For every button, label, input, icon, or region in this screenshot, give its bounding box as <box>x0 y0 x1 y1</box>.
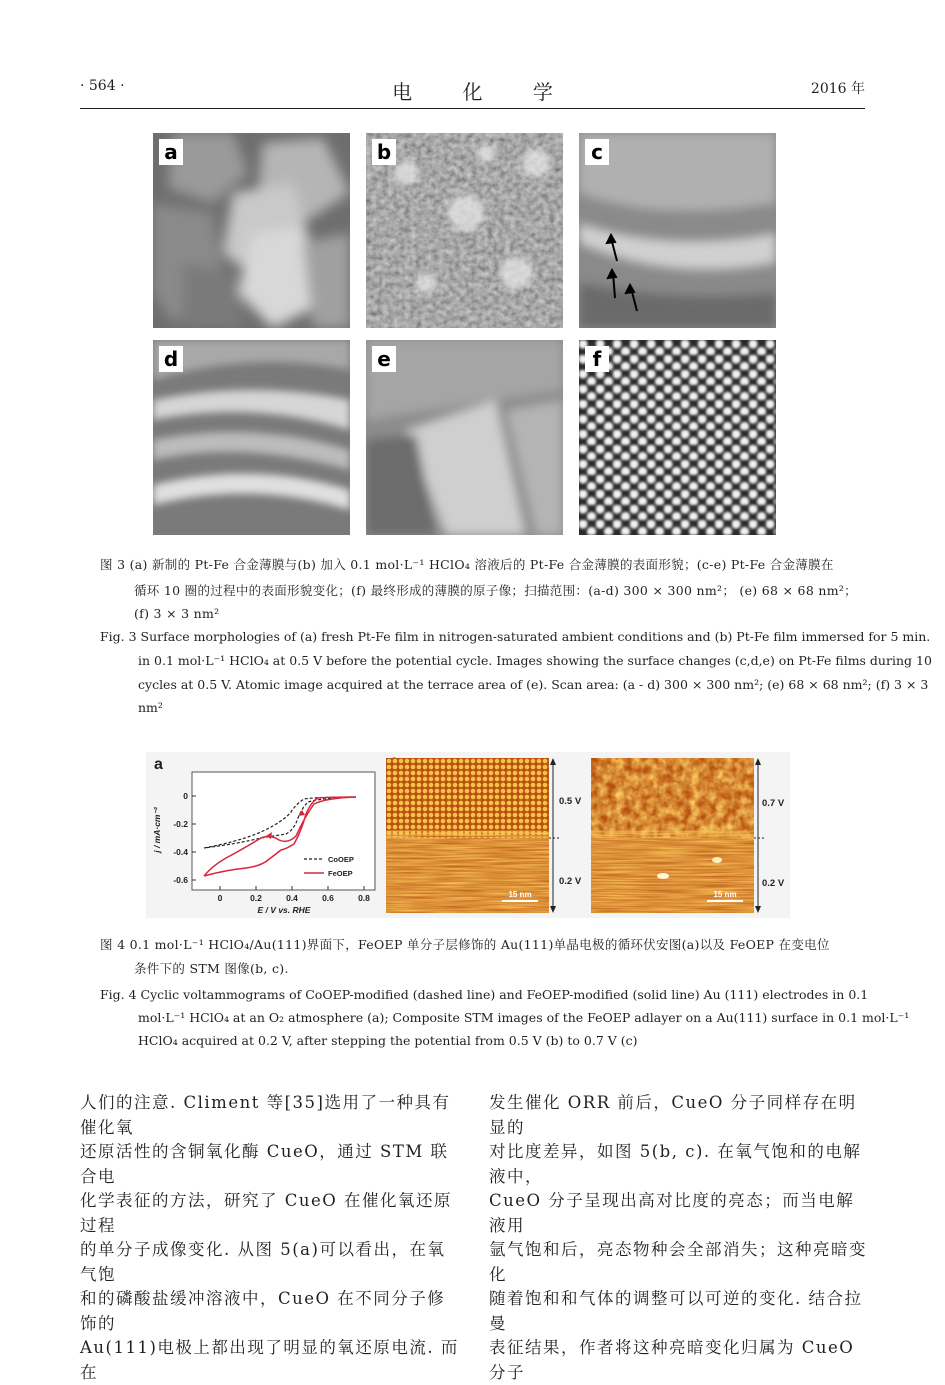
fig3-label-e: e <box>372 346 396 372</box>
y-axis-label: j / mA·cm⁻² <box>152 807 162 853</box>
x-tick-2: 0.4 <box>286 893 298 903</box>
legend-feoep: FeOEP <box>328 869 353 878</box>
body-left-line: 的单分子成像变化. 从图 5(a)可以看出，在氧气饱 <box>80 1240 446 1284</box>
fig3-caption-en-2: in 0.1 mol·L⁻¹ HClO₄ at 0.5 V before the potential cycle. Images showing the surface changes (c,d,e) on Pt-Fe films during 10 <box>138 653 932 668</box>
header-rule <box>80 108 865 109</box>
voltage-c-bottom: 0.2 V <box>762 878 785 889</box>
stm-image-c <box>591 758 754 913</box>
fig3-caption-en-3: cycles at 0.5 V. Atomic image acquired at the terrace area of (e). Scan area: (a - d) 300 × 300 nm²; (e) 68 × 68 nm²; (f) 3 × 3 <box>138 677 929 692</box>
y-tick-1: -0.2 <box>173 819 188 829</box>
year: 2016 年 <box>810 81 865 97</box>
y-tick-0: 0 <box>183 791 188 801</box>
voltage-axis-c <box>754 758 790 913</box>
body-right-line: 随着饱和和气体的调整可以可逆的变化. 结合拉曼 <box>489 1289 863 1333</box>
body-left-line: 人们的注意. Climent 等[35]选用了一种具有催化氧 <box>80 1093 451 1137</box>
voltage-axis-b <box>549 758 589 913</box>
voltage-c-top: 0.7 V <box>762 798 785 809</box>
fig4-caption-en-3: HClO₄ acquired at 0.2 V, after stepping the potential from 0.5 V (b) to 0.7 V (c) <box>138 1033 638 1048</box>
fig3-label-d: d <box>159 346 183 372</box>
fig4-caption-zh-2: 条件下的 STM 图像(b, c). <box>134 961 289 976</box>
fig3-caption-zh-3: (f) 3 × 3 nm² <box>134 606 220 621</box>
fig4-label-a: a <box>154 756 163 773</box>
fig3-caption-zh-1: 图 3 (a) 新制的 Pt-Fe 合金薄膜与(b) 加入 0.1 mol·L⁻¹ HClO₄ 溶液后的 Pt-Fe 合金薄膜的表面形貌；(c-e) Pt-Fe 合金薄膜在 <box>100 557 834 572</box>
fig3-panel-f <box>579 340 776 535</box>
body-right-line: 对比度差异，如图 5(b, c). 在氧气饱和的电解液中， <box>489 1142 862 1186</box>
fig3-caption-en-4: nm² <box>138 700 163 715</box>
body-right-line: CueO 分子呈现出高对比度的亮态；而当电解液用 <box>489 1191 855 1235</box>
fig4-caption-en-2: mol·L⁻¹ HClO₄ at an O₂ atmosphere (a); Composite STM images of the FeOEP adlayer on a Au(111) surface in 0.1 mol·L⁻¹ <box>138 1010 910 1025</box>
legend-cooep: CoOEP <box>328 855 354 864</box>
body-right-line: 发生催化 ORR 前后，CueO 分子同样存在明显的 <box>489 1093 857 1137</box>
body-right-line: 氩气饱和后，亮态物种会全部消失；这种亮暗变化 <box>489 1240 867 1284</box>
fig3-panel-b <box>366 133 563 328</box>
voltage-b-top: 0.5 V <box>559 796 582 807</box>
fig3-label-f: f <box>585 346 609 372</box>
scale-bar-b <box>502 900 538 902</box>
fig3-panel-d <box>153 340 350 535</box>
voltage-b-bottom: 0.2 V <box>559 876 582 887</box>
page-number: · 564 · <box>80 78 125 94</box>
cv-plot <box>146 752 381 918</box>
scale-bar-c <box>707 900 743 902</box>
x-tick-0: 0 <box>217 893 223 903</box>
x-tick-4: 0.8 <box>358 893 370 903</box>
body-right-line: 表征结果，作者将这种亮暗变化归属为 CueO 分子 <box>489 1338 855 1382</box>
body-left-line: 和的磷酸盐缓冲溶液中，CueO 在不同分子修饰的 <box>80 1289 446 1333</box>
fig3-caption-en-1: Fig. 3 Surface morphologies of (a) fresh Pt-Fe film in nitrogen-saturated ambient conditions and (b) Pt-Fe film immersed for 5 min. <box>100 629 931 644</box>
fig3-label-a: a <box>159 139 183 165</box>
fig3-label-c: c <box>585 139 609 165</box>
fig3-panel-e <box>366 340 563 535</box>
fig3-panel-a <box>153 133 350 328</box>
body-left-line: 还原活性的含铜氧化酶 CueO，通过 STM 联合电 <box>80 1142 449 1186</box>
scale-label-c: 15 nm <box>713 890 737 899</box>
fig3-panel-c <box>579 133 776 328</box>
y-tick-3: -0.6 <box>173 875 188 885</box>
x-tick-1: 0.2 <box>250 893 262 903</box>
fig3-caption-zh-2: 循环 10 圈的过程中的表面形貌变化；(f) 最终形成的薄膜的原子像；扫描范围：(a-d) 300 × 300 nm²； (e) 68 × 68 nm²； <box>134 583 857 598</box>
journal-title: 电 化 学 <box>392 80 575 104</box>
stm-image-b <box>386 758 549 913</box>
x-axis-label: E / V vs. RHE <box>257 905 311 915</box>
x-tick-3: 0.6 <box>322 893 334 903</box>
body-left-line: Au(111)电极上都出现了明显的氧还原电流. 而在 <box>80 1338 459 1382</box>
fig4 <box>146 752 790 918</box>
body-right-column <box>489 1091 869 1385</box>
body-left-column <box>80 1091 460 1385</box>
fig3-label-b: b <box>372 139 396 165</box>
fig4-caption-en-1: Fig. 4 Cyclic voltammograms of CoOEP-modified (dashed line) and FeOEP-modified (solid line) Au (111) electrodes in 0.1 <box>100 987 869 1002</box>
body-left-line: 化学表征的方法，研究了 CueO 在催化氧还原过程 <box>80 1191 453 1235</box>
fig4-caption-zh-1: 图 4 0.1 mol·L⁻¹ HClO₄/Au(111)界面下，FeOEP 单分子层修饰的 Au(111)单晶电极的循环伏安图(a)以及 FeOEP 在变电位 <box>100 937 830 952</box>
scale-label-b: 15 nm <box>508 890 532 899</box>
y-tick-2: -0.4 <box>173 847 188 857</box>
